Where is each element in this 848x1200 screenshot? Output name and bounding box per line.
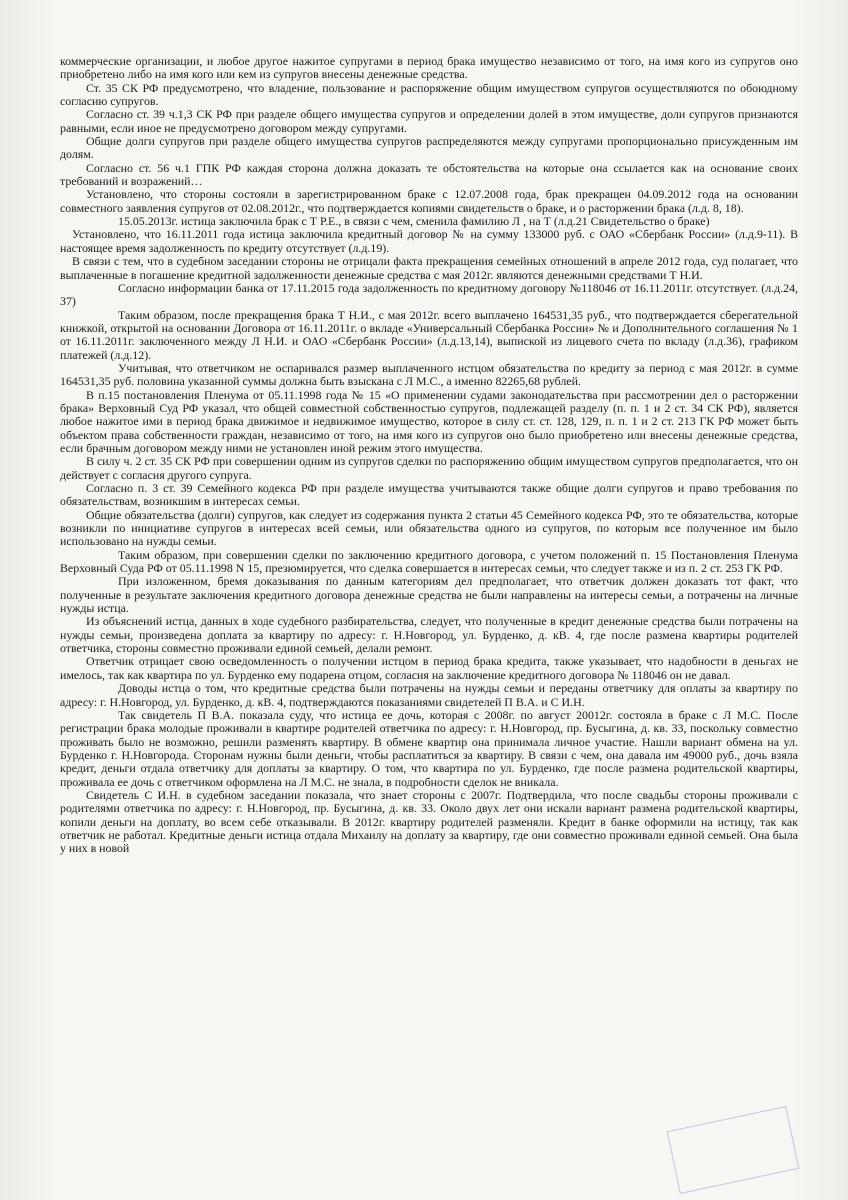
paragraph: В силу ч. 2 ст. 35 СК РФ при совершении одним из супругов сделки по распоряжению общим имуществом супругов предполагается, что он действует с согласия другого супруга.	[60, 454, 798, 482]
paragraph: В связи с тем, что в судебном заседании стороны не отрицали факта прекращения семейных отношений в апреле 2012 года, суд полагает, что выплаченные в погашение кредитной задолженности денежные средства с мая 2012г. являются денежными средствами Т Н.И.	[60, 254, 798, 282]
paragraph: Согласно ст. 56 ч.1 ГПК РФ каждая сторона должна доказать те обстоятельства на которые она ссылается как на основание своих требований и возражений…	[60, 160, 798, 189]
paragraph: Общие обязательства (долги) супругов, как следует из содержания пункта 2 статьи 45 Семейного кодекса РФ, это те обязательства, которые возникли по инициативе супругов в интересах всей семьи, или обязательства одного из супругов, по которым все полученное им было использовано на нужды семьи.	[60, 507, 798, 549]
paragraph: Установлено, что стороны состояли в зарегистрированном браке с 12.07.2008 года, брак прекращен 04.09.2012 года на основании совместного заявления супругов от 02.08.2012г., что подтверждается копиями свидетельств о браке, и о расторжении брака (л.д. 8, 18).	[60, 187, 798, 215]
paragraph: Из объяснений истца, данных в ходе судебного разбирательства, следует, что полученные в кредит денежные средства были потрачены на нужды семьи, произведена доплата за квартиру по адресу: г. Н.Новгород, ул. Бурденко, д. кВ. 4, где после размена квартиры родителей ответчика, стороны совместно проживали единой семьей, делали ремонт.	[60, 614, 798, 656]
paragraph: Согласно информации банка от 17.11.2015 года задолженность по кредитному договору №118046 от 16.11.2011г. отсутствует. (л.д.24, 37)	[60, 280, 798, 309]
paragraph: Учитывая, что ответчиком не оспаривался размер выплаченного истцом обязательства по кредиту за период с мая 2012г. в сумме 164531,35 руб. половина указанной суммы должна быть взыскана с Л М.С., а именно 82265,68 рублей.	[60, 360, 798, 389]
paragraph: Таким образом, при совершении сделки по заключению кредитного договора, с учетом положений п. 15 Постановления Пленума Верховный Суда РФ от 05.11.1998 N 15, презюмируется, что сделка совершается в интересах семьи, что следует также и из п. 2 ст. 253 ГК РФ.	[60, 547, 798, 576]
paragraph: Ст. 35 СК РФ предусмотрено, что владение, пользование и распоряжение общим имуществом супругов осуществляются по обоюдному согласию супругов.	[60, 80, 798, 109]
paragraph: Так свидетель П В.А. показала суду, что истица ее дочь, которая с 2008г. по август 20012г. состояла в браке с Л М.С. После регистрации брака молодые проживали в квартире родителей ответчика по адресу: г. Н.Новгород, пр. Бусыгина, д. кв. 33, поскольку совместно проживать было не возможно, решили разменять квартиру. В обмене квартир она принимала личное участие. Нашли вариант обмена на ул. Бурденко г. Н.Новгорода. Сторонам нужны были деньги, чтобы расплатиться за квартиру. В связи с чем, она давала им 49000 руб., дочь взяла кредит, деньги отдала ответчику для доплаты за квартиру. О том, что квартира по ул. Бурденко, где после размена родительской квартиры, проживала ее дочь с ответчиком оформлена на Л М.С. не знала, в подробности сделок не вникала.	[60, 707, 798, 789]
paragraph: 15.05.2013г. истица заключила брак с Т Р.Е., в связи с чем, сменила фамилию Л , на Т (л.д.21 Свидетельство о браке)	[118, 214, 710, 229]
paragraph: В п.15 постановления Пленума от 05.11.1998 года № 15 «О применении судами законодательства при рассмотрении дел о расторжении брака» Верховный Суд РФ указал, что общей совместной собственностью супругов, подлежащей разделу (п. п. 1 и 2 ст. 34 СК РФ), является любое нажитое ими в период брака движимое и недвижимое имущество, которое в силу ст. ст. 128, 129, п. п. 1 и 2 ст. 213 ГК РФ может быть объектом права собственности граждан, независимо от того, на имя кого из супругов оно было приобретено или внесены денежные средства, если брачным договором между ними не установлен иной режим этого имущества.	[60, 387, 798, 455]
paragraph: Общие долги супругов при разделе общего имущества супругов распределяются между супругами пропорционально присужденным им долям.	[60, 134, 798, 162]
paragraph: коммерческие организации, и любое другое нажитое супругами в период брака имущество независимо от того, на имя кого из супругов оно приобретено либо на имя кого или кем из супругов внесены денежные средства.	[60, 54, 798, 82]
paragraph: Доводы истца о том, что кредитные средства были потрачены на нужды семьи и переданы ответчику для оплаты за квартиру по адресу: г. Н.Новгород, ул. Бурденко, д. кВ. 4, подтверждаются показаниями свидетелей П В.А. и С И.Н.	[60, 681, 798, 709]
paragraph: Согласно п. 3 ст. 39 Семейного кодекса РФ при разделе имущества учитываются также общие долги супругов и право требования по обязательствам, возникшим в интересах семьи.	[60, 481, 798, 509]
paragraph: При изложенном, бремя доказывания по данным категориям дел предполагает, что ответчик должен доказать тот факт, что полученные в результате заключения кредитного договора денежные средства не были направлены на интересы семьи, а потрачены на личные нужды истца.	[60, 574, 798, 616]
paragraph: Установлено, что 16.11.2011 года истица заключила кредитный договор № на сумму 133000 руб. с ОАО «Сбербанк России» (л.д.9-11). В настоящее время задолженность по кредиту отсутствует (л.д.19).	[60, 227, 798, 255]
paragraph: Ответчик отрицает свою осведомленность о получении истцом в период брака кредита, также указывает, что надобности в деньгах не имелось, так как квартира по ул. Бурденко ему подарена отцом, согласия на заключение кредитного договора № 118046 он не давал.	[60, 654, 798, 682]
document-body	[60, 55, 798, 856]
stamp-watermark	[667, 1106, 800, 1194]
paragraph: Свидетель С И.Н. в судебном заседании показала, что знает стороны с 2007г. Подтвердила, что после свадьбы стороны проживали с родителями ответчика по адресу: г. Н.Новгород, пр. Бусыгина, д. кв. 33. Около двух лет они искали вариант размена родительской квартиры, копили деньги на доплату, во всем себе отказывали. В 2012г. квартиру родителей разменяли. Кредит в банке оформили на истицу, так как ответчик не работал. Кредитные деньги истица отдала Михаилу на доплату за квартиру, где они совместно проживали единой семьей. Она была у них в новой	[60, 787, 798, 856]
paragraph: Таким образом, после прекращения брака Т Н.И., с мая 2012г. всего выплачено 164531,35 руб., что подтверждается сберегательной книжкой, открытой на основании Договора от 16.11.2011г. о вкладе «Универсальный Сбербанка России» № и Дополнительного соглашения № 1 от 16.11.2011г. заключенного между Л Н.И. и ОАО «Сбербанк России» (л.д.13,14), выпиской из лицевого счета по вкладу (л.д.36), графиком платежей (л.д.12).	[60, 307, 798, 362]
paragraph: Согласно ст. 39 ч.1,3 СК РФ при разделе общего имущества супругов и определении долей в этом имуществе, доли супругов признаются равными, если иное не предусмотрено договором между супругами.	[60, 107, 798, 135]
